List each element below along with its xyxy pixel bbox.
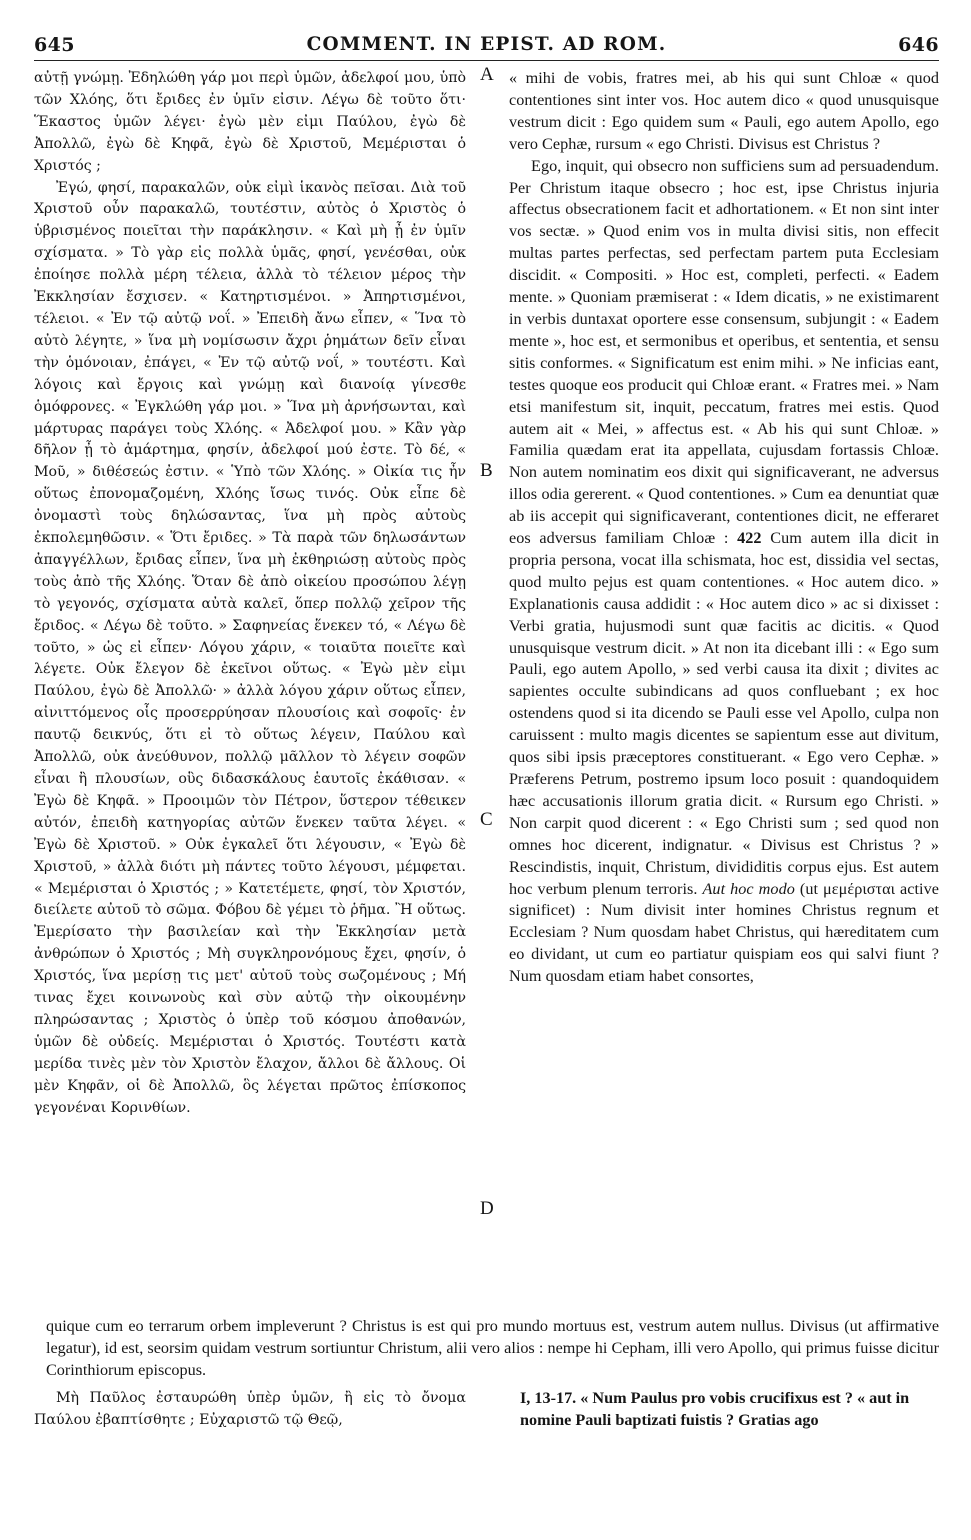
latin-paragraph-1: « mihi de vobis, fratres mei, ab his qui sunt Chloæ « quod contentiones sint inter vos. Hoc autem dico « quod unusquisque vestrum dicit : Ego quidem sum « Pauli, ego autem Apollo, ego vero Cephæ, rursum « ego Christi. Divisus est Christus ? <box>509 69 939 153</box>
page <box>34 30 939 1510</box>
two-columns <box>34 64 939 1316</box>
next-verse <box>34 1388 939 1434</box>
greek-paragraph-2: Ἐγώ, φησί, παρακαλῶν, οὐκ εἰμὶ ἱκανὸς πεῖσαι. Διὰ τοῦ Χριστοῦ οὖν παρακαλῶ, τουτέστιν, αὐτὸς ὁ Χριστὸς ὁ ὑβρισμένος ποιεῖται τὴν παράκλησιν. « Καὶ μὴ ᾖ ἐν ὑμῖν σχίσματα. » Τὸ γὰρ εἰς πολλὰ ὑμᾶς, φησί, γενέσθαι, οὐκ ἐποίησε πολλὰ μέρη τέλεια, ἀλλὰ τὸ τέλειον μέρος τὴν Ἐκκλησίαν ἔσχισεν. « Κατηρτισμένοι. » Ἀπηρτισμένοι, τέλειοι. « Ἐν τῷ αὐτῷ νοΐ. » Ἐπειδὴ ἄνω εἶπεν, « Ἵνα τὸ αὐτὸ λέγητε, » ἵνα μὴ νομίσωσιν ἄχρι ῥημάτων δεῖν εἶναι τὴν ὁμόνοιαν, ἐπάγει, « Ἐν τῷ αὐτῷ νοΐ, » τουτέστι. Καὶ λόγοις καὶ ἔργοις καὶ γνώμῃ καὶ διανοίᾳ γίνεσθε ὁμόφρονες. « Ἐγκλώθη γάρ μοι. » Ἵνα μὴ ἀρνήσωνται, καὶ μάρτυρας παράγει τοὺς Χλόης. « Ἀδελφοί μου. » Κἂν γὰρ δῆλον ᾖ τὸ ἁμάρτημα, φησίν, ἀδελφοί μού ἐστε. Τὸ δέ, « Μοῦ, » διθέσεώς ἐστιν. « Ὑπὸ τῶν Χλόης. » Οἰκία τις ἦν οὕτως ἐπονομαζομένη, Χλόης ἴσως τινός. Οὐκ εἶπε δὲ ὀνομαστὶ τοὺς δηλώσαντας, ἵνα μὴ πρὸς αὐτοὺς ἐκπολεμηθῶσιν. « Ὅτι ἔριδες. » Τὰ παρὰ τῶν δηλωσάντων ἀπαγγέλλων, ἔριδας εἶπεν, ἵνα μὴ ἐκθηριώσῃ αὐτοὺς πρὸς τοὺς ἀπὸ τῆς Χλόης. Ὅταν δὲ ἀπὸ οἰκείου προσώπου λέγῃ τὸ γεγονός, σχίσματα αὐτὰ καλεῖ, ὅπερ πολλῷ χεῖρον τῆς ἔριδος. « Λέγω δὲ τοῦτο. » Σαφηνείας ἕνεκεν τό, « Λέγω δὲ τοῦτο, » ὡς εἰ εἶπεν· Λόγου χάριν, « τοιαῦτα ποιεῖτε καὶ λέγετε. Οὐκ ἔλεγον δὲ ἐκεῖνοι οὕτως. « Ἐγὼ μὲν εἰμι Παύλου, ἐγὼ δὲ Ἀπολλῶ· » ἀλλὰ λόγου χάριν οὕτως εἶπεν, αἰνιττόμενος οἷς προσερρύησαν πλουσίοις καὶ σοφοῖς· ἐν παυτῷ δεικνύς, ὅτι εἰ τὸ οὕτως λέγειν, Παύλου καὶ Ἀπολλῶ, οὐκ ἀνεύθυνον, πολλῷ μᾶλλον τὸ λέγειν σοφῶν εἶναι ἢ πλουσίων, οὓς διδασκάλους ἑαυτοῖς ἐκάθισαν. « Ἐγὼ δὲ Κηφᾶ. » Προοιμῶν τὸν Πέτρον, ὕστερον τέθεικεν αὐτόν, ἐπειδὴ κατηγορίας αὐτῶν ἕνεκεν ταῦτα λέγει. « Ἐγὼ δὲ Χριστοῦ. » Οὐκ ἐγκαλεῖ ὅτι λέγουσιν, « Ἐγὼ δὲ Χριστοῦ, » ἀλλὰ διότι μὴ πάντες τοῦτο λέγουσι, μέμφεται. « Μεμέρισται ὁ Χριστός ; » Κατετέμετε, φησί, τὸν Χριστόν, διείλετε αὐτοῦ τὸ σῶμα. Φόβου δὲ γέμει τὸ ῥῆμα. Ἢ οὕτως. Ἐμερίσατο τὴν βασιλείαν καὶ τὴν Ἐκκλησίαν μετὰ ἀνθρώπων ὁ Χριστός ; Μὴ συγκληρονόμους ἔχει, φησίν, ὁ Χριστός, ἵνα μερίσῃ τις μετ' αὐτοῦ τοὺς σωζομένους ; Μή τινας ἔχει κοινωνοὺς καὶ σὺν αὐτῷ τὴν οἰκουμένην πληρώσαντας ; Χριστὸς ὁ ὑπὲρ τοῦ κόσμου ἀποθανών, ὑμῶν δὲ οὐδείς. Μεμέρισται ὁ Χριστός. Τουτέστι κατὰ μερίδα τινὲς μὲν τὸν Χριστὸν ἔλαχον, ἄλλοι δὲ ἄλλους. Οἱ μὲν Κηφᾶν, οἱ δὲ Ἀπολλῶ, ὃς λέγεται πρῶτος ἐπίσκοπος γεγονέναι Κορινθίων. <box>34 179 466 1116</box>
running-header <box>34 30 939 61</box>
latin-paragraph-2 <box>509 156 939 988</box>
latin-text-2a: Ego, inquit, qui obsecro non sufficiens sum ad persuadendum. Per Christum itaque obsecro ; hoc est, ipse Christus injuria affectus obsecrationem facit et adhortationem. « Et non sint inter vos sectæ. » Quod enim vos in multa divisi sitis, non effecit multas partes perfectas, sed perfectam partem puta Ecclesiam discidit. « Compositi. » Hoc est, completi, perfecti. « Eadem mente. » Quoniam præmiserat : « Idem dicatis, » ne existimarent in verbis duntaxat oportere esse consensum, subjungit : « Eadem mente », hoc est, et sermonibus et operibus, et sententia, et sensu sitis conformes. « Significatum est enim mihi. » Ne inficias eant, testes quoque eos producit qui Chloæ erant. « Fratres mei. » Nam etsi manifestum sit, inquit, peccatum, fratres mei estis. Quod autem ait « Mei, » affectus est. « Ab his qui sunt Chloæ. » Familia quædam erat ita appellata, cujusdam fortassis Chloæ. Non autem nominatim eos dixit qui significaverant, ne adversus illos odia gererent. « Quod contentiones. » Cum ea denuntiat quæ ab iis accepit qui significaverant, contentiones dicit, ne efferaret eos adversus familiam Chloæ : <box>509 156 939 548</box>
greek-next-verse: Μὴ Παῦλος ἐσταυρώθη ὑπὲρ ὑμῶν, ἢ εἰς τὸ ὄνομα Παύλου ἐβαπτίσθητε ; Εὐχαριστῶ τῷ Θεῷ, <box>34 1389 466 1428</box>
page-number-right: 646 <box>898 34 939 56</box>
latin-text-2b: Cum autem illa dicit in propria persona, vocat illa schismata, hoc est, dissidia vel sectas, quod multo pejus est quam contentiones. « Hoc autem dico. » Explanationis causa addidit : « Hoc autem dico » ac si dixisset : Verbi gratia, hujusmodi sunt quæ facitis ac dicitis. « Quod unusquisque vestrum dicit. » At non ita dicebant illi : « Ego sum Pauli, ego autem Apollo, » sed verbi causa ita dixit ; divites ac sapientes occulte subindicans ad quos confluebant ; ex hoc ostendens quod si ita dicendo se Pauli esse vel Apollo, culpa non caruissent : multo magis dicentes se sapientum esse aut divitum, quos sibi ipsis præceptores constituerant. « Ego vero Cephæ. » Præferens Petrum, postremo ipsum loco posuit : quandoquidem hæc accusationis illorum gratia dicit. « Rursum ego Christi. » Non carpit quod dicerent : « Ego Christi sum ; sed quod non omnes hoc dicerent, indignatur. « Divisus est Christus ? » Rescindistis, inquit, Christum, divididitis corpus ejus. Est autem hoc verbum plenum terroris. <box>509 529 939 898</box>
margin-mark-b: B <box>480 460 493 481</box>
greek-paragraph-1: αὐτῇ γνώμῃ. Ἐδηλώθη γάρ μοι περὶ ὑμῶν, ἀδελφοί μου, ὑπὸ τῶν Χλόης, ὅτι ἔριδες ἐν ὑμῖν εἰσιν. Λέγω δὲ τοῦτο ὅτι· Ἕκαστος ὑμῶν λέγει· ἐγὼ μὲν εἰμι Παύλου, ἐγὼ δὲ Ἀπολλῶ, ἐγὼ δὲ Κηφᾶ, ἐγὼ δὲ Χριστοῦ, Μεμέρισται ὁ Χριστός ; <box>34 70 466 174</box>
margin-mark-d: D <box>480 1198 494 1219</box>
column-number: 422 <box>737 529 762 548</box>
margin-mark-c: C <box>480 809 493 830</box>
latin-text-2c: (ut μεμέρισται active significet) : Num divisit inter homines Christus regnum et Ecclesiam ? Num quosdam habet Christus, qui hæreditatem cum eo dividant, ut cum eo partiatur quispiam eos qui salvi fiunt ? Num quosdam etiam habet consortes, <box>509 879 939 986</box>
page-number-left: 645 <box>34 34 75 56</box>
margin-mark-a: A <box>480 64 494 85</box>
full-width-latin: quique cum eo terrarum orbem impleverunt ? Christus is est qui pro mundo mortuus est, vestrum autem nullus. Divisus (ut affirmative legatur), id est, seorsim quidam vestrum sortiuntur Christum, alii vero alios : nempe hi Cepham, illi vero Apollo, qui primus fuisse dicitur Corinthiorum episcopus. <box>46 1317 939 1379</box>
page-body <box>34 64 939 1434</box>
greek-column <box>34 68 466 1120</box>
latin-italic-phrase: Aut hoc modo <box>702 879 795 898</box>
running-title: COMMENT. IN EPIST. AD ROM. <box>306 34 667 55</box>
latin-next-verse: I, 13-17. « Num Paulus pro vobis crucifixus est ? « aut in nomine Pauli baptizati fuistis ? Gratias ago <box>520 1388 910 1429</box>
latin-column <box>509 68 939 988</box>
